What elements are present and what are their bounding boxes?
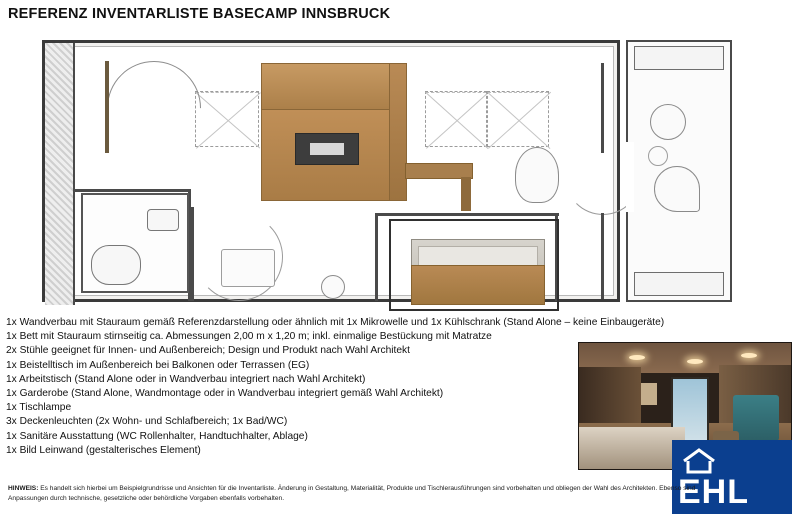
apartment-outline — [42, 40, 620, 302]
list-item: 1x Wandverbau mit Stauraum gemäß Referenzdarstellung oder ähnlich mit 1x Mikrowelle und 1x Kühlschrank (Stand Alone – keine Einbaugeräte) — [6, 317, 665, 328]
wall-bed-left — [375, 215, 378, 301]
disclaimer-label: HINWEIS: — [8, 485, 39, 492]
bathroom — [81, 193, 189, 293]
wall-corridor — [191, 207, 194, 301]
microwave-icon — [310, 143, 344, 155]
disclaimer — [8, 484, 708, 504]
ceiling-grid-cell — [425, 91, 487, 147]
entry-door-leaf — [105, 61, 109, 153]
photo-bed — [579, 427, 685, 469]
wall-left-hatched — [45, 43, 75, 305]
wall-terrace-inner — [601, 63, 604, 153]
shower-drain-icon — [321, 275, 345, 299]
logo-wordmark: EHL — [678, 473, 749, 511]
list-item: 1x Bett mit Stauraum stirnseitig ca. Abmessungen 2,00 m x 1,20 m; inkl. einmalige Bestückung mit Matratze — [6, 331, 492, 343]
list-item: 2x Stühle geeignet für Innen- und Außenbereich; Design und Produkt nach Wahl Architekt — [6, 345, 410, 357]
ceiling-light-icon — [741, 353, 757, 358]
page-title: REFERENZ INVENTARLISTE BASECAMP INNSBRUCK — [8, 6, 391, 22]
list-item: 1x Bild Leinwand (gestalterisches Element) — [6, 444, 201, 456]
list-item: 1x Sanitäre Ausstattung (WC Rollenhalter, Handtuchhalter, Ablage) — [6, 430, 308, 442]
list-item: 1x Garderobe (Stand Alone, Wandmontage oder in Wandverbau integriert gemäß Wahl Architekt) — [6, 388, 444, 400]
tall-cabinet — [389, 63, 407, 201]
photo-cabinet — [733, 395, 779, 441]
ceiling-light-icon — [629, 355, 645, 360]
terrace-opening — [626, 142, 634, 212]
balcony-railing — [634, 272, 724, 296]
ceiling-light-icon — [687, 359, 703, 364]
desk-leg — [461, 177, 471, 211]
outdoor-chair-icon — [654, 166, 700, 212]
appliance-niche — [295, 133, 359, 165]
inventory-list — [6, 316, 666, 458]
wall-bed-top — [375, 213, 559, 216]
floorplan-figure — [8, 32, 748, 310]
vanity-counter — [221, 249, 275, 287]
bed-storage-base — [411, 265, 545, 305]
armchair-icon — [515, 147, 559, 203]
wall-bath-top — [75, 189, 191, 192]
side-table-icon — [648, 146, 668, 166]
ceiling-grid-cell — [487, 91, 549, 147]
list-item: 1x Arbeitstisch (Stand Alone oder in Wandverbau integriert nach Wahl Architekt) — [6, 373, 366, 385]
wall-terrace-inner-lower — [601, 213, 604, 299]
list-item: 1x Tischlampe — [6, 402, 72, 414]
disclaimer-text: Es handelt sich hierbei um Beispielgrundrisse und Ansichten für die Inventarliste. Änderung in Gestaltung, Materialität, Produkte und Tischlerausführungen sind vorbehalten und obliegen der Wahl des Architekten. Ebenso sind Anpassungen durch technische, gesetzliche oder behördliche Vorgaben ebenfalls vorbehalten. — [8, 485, 696, 502]
outdoor-chair-icon — [650, 104, 686, 140]
house-icon — [682, 448, 716, 474]
sink-icon — [147, 209, 179, 231]
ceiling-grid-cell — [195, 91, 259, 147]
bathtub-icon — [91, 245, 141, 285]
terrace-balcony — [626, 40, 732, 302]
list-item: 3x Deckenleuchten (2x Wohn- und Schlafbereich; 1x Bad/WC) — [6, 416, 288, 428]
photo-wall-art — [641, 383, 657, 405]
balcony-railing — [634, 46, 724, 70]
list-item: 1x Beistelltisch im Außenbereich bei Balkonen oder Terrassen (EG) — [6, 359, 310, 371]
kitchen-upper-cabinets — [261, 63, 391, 111]
